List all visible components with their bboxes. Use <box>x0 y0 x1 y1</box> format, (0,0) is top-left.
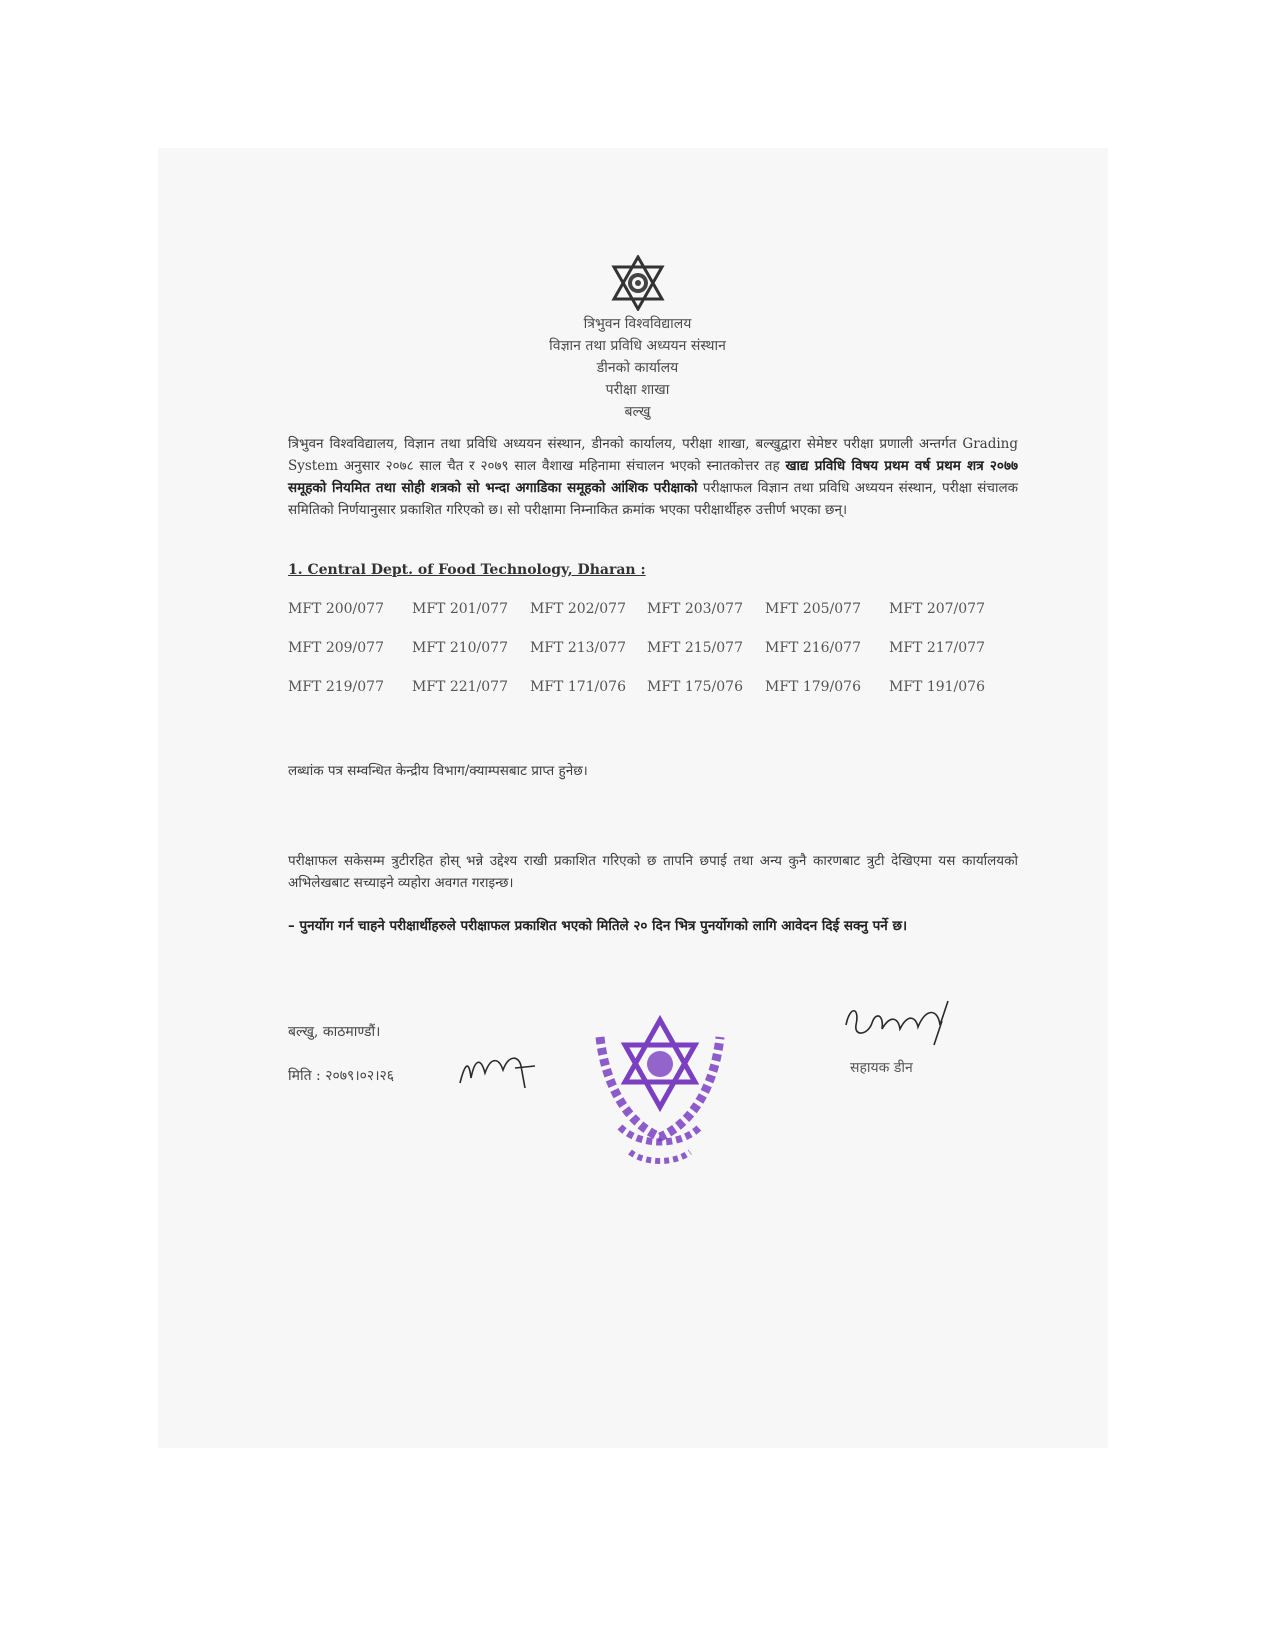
symbol-number-cell: MFT 202/077 <box>530 601 626 617</box>
symbol-number-cell: MFT 200/077 <box>288 601 384 617</box>
intro-paragraph <box>288 433 1018 521</box>
symbol-number-cell: MFT 207/077 <box>889 601 985 617</box>
symbol-number-cell: MFT 219/077 <box>288 679 384 695</box>
symbol-number-grid <box>288 599 988 697</box>
symbol-number-cell: MFT 179/076 <box>765 679 861 695</box>
department-heading: 1. Central Dept. of Food Technology, Dharan : <box>288 562 646 578</box>
symbol-number-cell: MFT 209/077 <box>288 640 384 656</box>
symbol-number-cell: MFT 221/077 <box>412 679 508 695</box>
symbol-number-cell: MFT 175/076 <box>647 679 743 695</box>
symbol-number-cell: MFT 201/077 <box>412 601 508 617</box>
official-stamp <box>585 1012 735 1172</box>
institute-name: विज्ञान तथा प्रविधि अध्ययन संस्थान <box>549 338 726 354</box>
intro-text-end: परीक्षाफल विज्ञान तथा प्रविधि अध्ययन संस्थान, परीक्षा संचालक समितिको निर्णयानुसार प्रकाशित गरिएको छ। सो परीक्षामा निम्नाकित क्रमांक भएका परीक्षार्थीहरु उत्तीर्ण भएका छन्। <box>288 480 1018 518</box>
intro-text-bold: खाद्य प्रविधि विषय प्रथम वर्ष प्रथम शत्र २०७७ समूहको नियमित तथा सोही शत्रको सो भन्दा अगाडिका समूहको आंशिक परीक्षाको <box>288 458 1018 496</box>
date-line: मिति : २०७९।०२।२६ <box>288 1068 395 1084</box>
symbol-number-cell: MFT 213/077 <box>530 640 626 656</box>
symbol-number-cell: MFT 215/077 <box>647 640 743 656</box>
marksheet-note: लब्धांक पत्र सम्वन्धित केन्द्रीय विभाग/क्याम्पसबाट प्राप्त हुनेछ। <box>288 763 588 779</box>
intro-text-start: त्रिभुवन विश्वविद्यालय, विज्ञान तथा प्रविधि अध्ययन संस्थान, डीनको कार्यालय, परीक्षा शाखा, बल्खुद्वारा सेमेष्टर परीक्षा प्रणाली अन्तर्गत Grading System अनुसार २०७८ साल चैत र २०७९ साल वैशाख महिनामा संचालन भएको स्नातकोत्तर तह <box>288 436 1018 474</box>
section-name: परीक्षा शाखा <box>605 382 670 398</box>
symbol-number-cell: MFT 191/076 <box>889 679 985 695</box>
symbol-number-cell: MFT 217/077 <box>889 640 985 656</box>
retotal-note: – पुनर्योग गर्न चाहने परीक्षार्थीहरुले परीक्षाफल प्रकाशित भएको मितिले २० दिन भित्र पुनर्योगको लागि आवेदन दिई सक्नु पर्ने छ। <box>288 918 908 934</box>
symbol-number-cell: MFT 210/077 <box>412 640 508 656</box>
office-name: डीनको कार्यालय <box>596 360 679 376</box>
deputy-dean-label: सहायक डीन <box>850 1060 913 1076</box>
symbol-number-cell: MFT 216/077 <box>765 640 861 656</box>
location-name: बल्खु <box>624 404 651 420</box>
university-name: त्रिभुवन विश्वविद्यालय <box>583 316 692 332</box>
letterhead <box>0 255 1275 423</box>
error-note: परीक्षाफल सकेसम्म त्रुटीरहित होस् भन्ने उद्देश्य राखी प्रकाशित गरिएको छ तापनि छपाई तथा अन्य कुनै कारणबाट त्रुटी देखिएमा यस कार्यालयको अभिलेखबाट सच्याइने व्यहोरा अवगत गराइन्छ। <box>288 853 1018 891</box>
symbol-number-cell: MFT 171/076 <box>530 679 626 695</box>
symbol-number-cell: MFT 205/077 <box>765 601 861 617</box>
university-emblem-icon <box>610 255 666 311</box>
place-line: बल्खु, काठमाण्डौं। <box>288 1024 381 1040</box>
symbol-number-cell: MFT 203/077 <box>647 601 743 617</box>
handwritten-signature-left <box>455 1048 545 1093</box>
handwritten-signature-right <box>838 995 968 1055</box>
